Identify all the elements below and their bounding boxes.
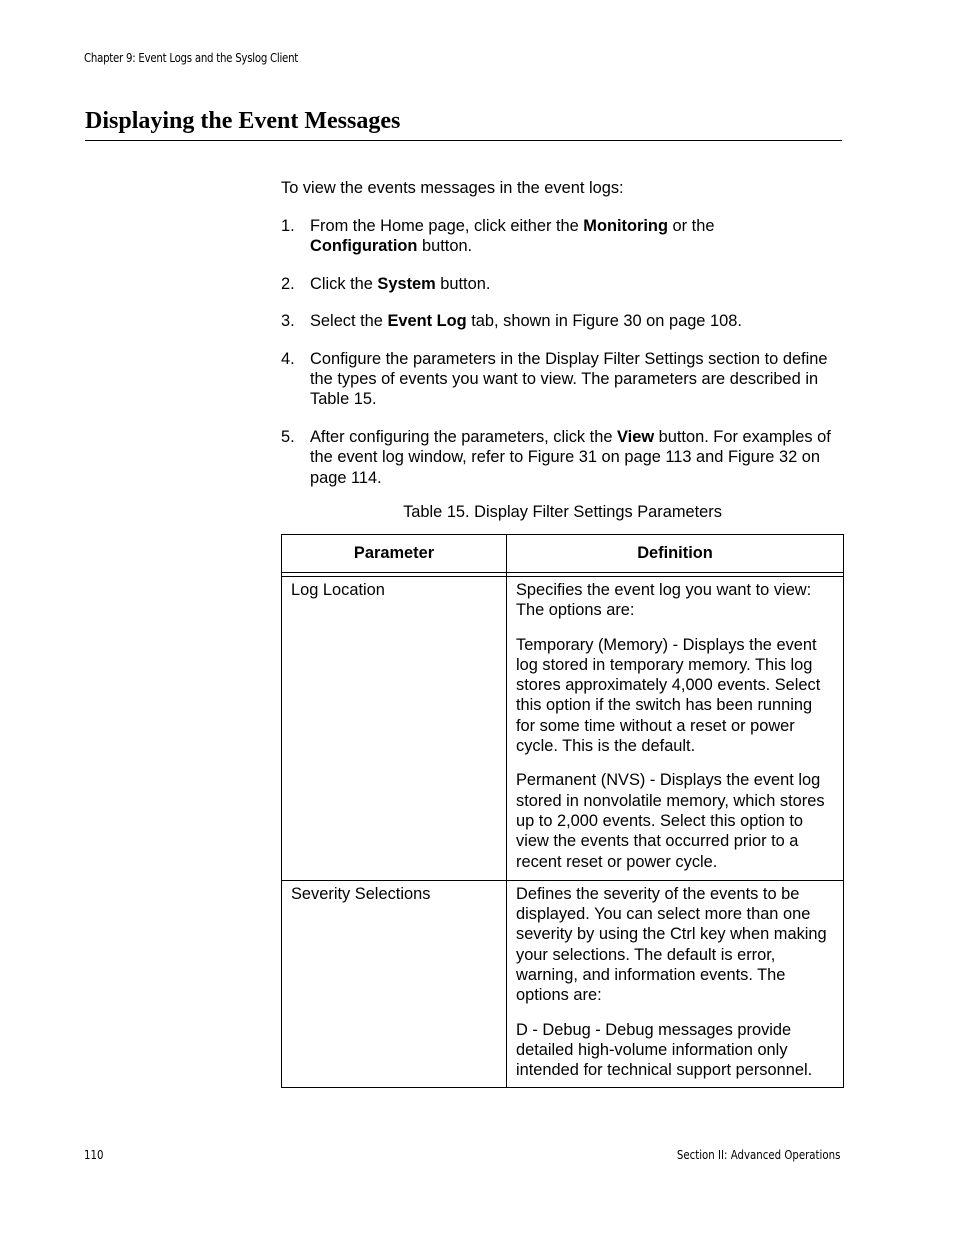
definition-cell — [507, 880, 844, 1087]
definition-paragraph: Specifies the event log you want to view: The options are: — [516, 581, 812, 620]
parameters-table — [281, 534, 844, 1088]
column-header-parameter: Parameter — [282, 535, 507, 573]
table-header-row — [282, 535, 844, 573]
step-text: Select the Event Log tab, shown in Figure 30 on page 108. — [310, 312, 742, 331]
step-number: 2. — [281, 274, 295, 293]
table-row — [282, 880, 844, 1087]
page-number: 110 — [84, 1148, 104, 1162]
definition-paragraph: Temporary (Memory) - Displays the event log stored in temporary memory. This log stores approximately 4,000 events. Select this option if the switch has been running for some time without a reset or power cycle. This is the default. — [516, 635, 821, 756]
table-row — [282, 577, 844, 881]
step-3 — [281, 311, 846, 331]
step-1 — [281, 216, 846, 257]
step-text: After configuring the parameters, click the View button. For examples of the event log window, refer to Figure 31 on page 113 and Figure 32 on page 114. — [310, 427, 831, 487]
intro-text: To view the events messages in the event logs: — [281, 179, 624, 197]
definition-paragraph: Permanent (NVS) - Displays the event log stored in nonvolatile memory, which stores up to 2,000 events. Select this option to view the events that occurred prior to a recent reset or power cycle. — [516, 771, 825, 871]
table-caption: Table 15. Display Filter Settings Parameters — [403, 503, 722, 521]
step-number: 3. — [281, 312, 295, 331]
running-header: Chapter 9: Event Logs and the Syslog Client — [84, 51, 299, 65]
column-header-definition: Definition — [507, 535, 844, 573]
step-4 — [281, 349, 846, 410]
step-text: Configure the parameters in the Display Filter Settings section to define the types of events you want to view. The parameters are described in Table 15. — [310, 349, 828, 409]
step-5 — [281, 427, 846, 488]
step-number: 4. — [281, 349, 295, 368]
step-number: 5. — [281, 427, 295, 446]
step-text: From the Home page, click either the Monitoring or the Configuration button. — [310, 217, 715, 256]
definition-cell — [507, 577, 844, 881]
parameter-cell: Log Location — [282, 577, 507, 881]
parameter-cell: Severity Selections — [282, 880, 507, 1087]
footer-section: Section II: Advanced Operations — [676, 1148, 840, 1162]
step-number: 1. — [281, 217, 295, 235]
title-rule — [85, 140, 842, 141]
definition-paragraph: D - Debug - Debug messages provide detailed high-volume information only intended for technical support personnel. — [516, 1020, 813, 1080]
section-title: Displaying the Event Messages — [85, 108, 401, 134]
steps-list — [281, 216, 846, 505]
step-text: Click the System button. — [310, 274, 491, 293]
definition-paragraph: Defines the severity of the events to be displayed. You can select more than one severity by using the Ctrl key when making your selections. The default is error, warning, and information events. The options are: — [516, 884, 827, 1005]
step-2 — [281, 274, 846, 294]
